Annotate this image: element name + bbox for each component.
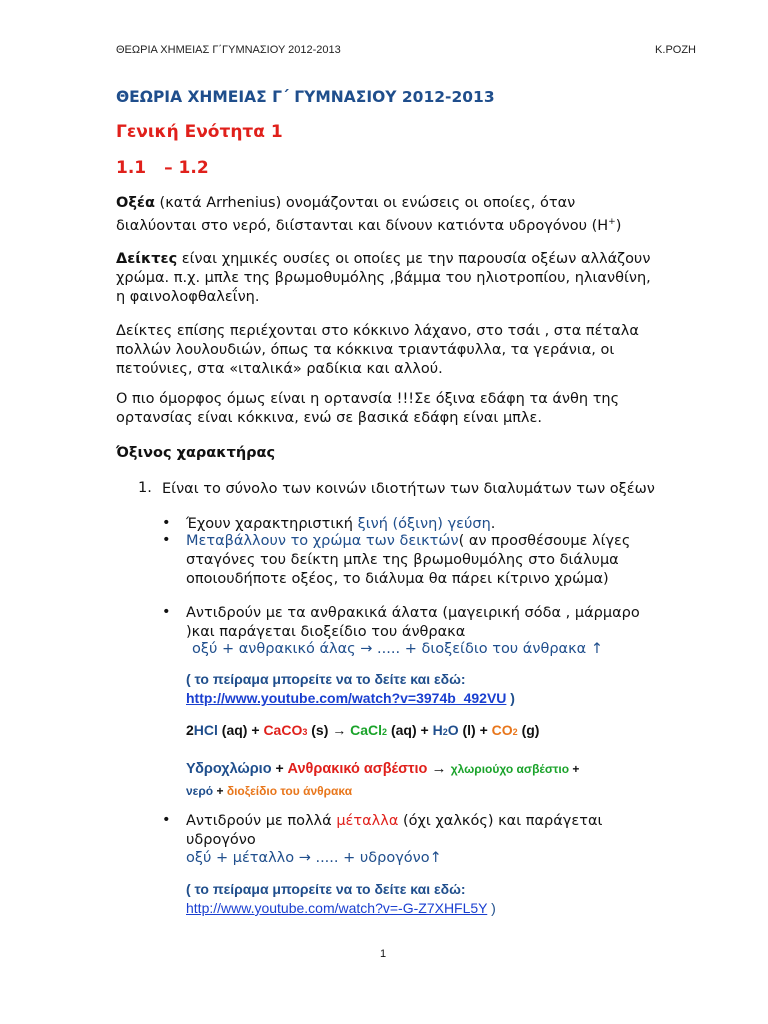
eq-s: (s) → bbox=[307, 722, 351, 738]
experiment-note-1 bbox=[186, 670, 515, 708]
eq-co2-sub: 2 bbox=[512, 727, 518, 737]
word-arrow: → bbox=[427, 760, 451, 777]
word-equation bbox=[186, 758, 636, 802]
eq-caco3-symbol: CaCO bbox=[263, 722, 303, 738]
eq-h2o-sub: 2 bbox=[442, 727, 448, 737]
section-number bbox=[116, 158, 209, 178]
bullet-1-end: . bbox=[490, 516, 496, 532]
experiment-note-1-close: ) bbox=[506, 690, 515, 706]
list-item-1-text: Είναι το σύνολο των κοινών ιδιοτήτων των διαλυμάτων των οξέων bbox=[162, 481, 655, 497]
eq-hcl: HCl bbox=[193, 722, 218, 738]
indicators-term: Δείκτες bbox=[116, 251, 178, 267]
eq-l: (l) + bbox=[458, 722, 492, 738]
experiment-note-1-text: ( το πείραμα μπορείτε να το δείτε και εδώ: bbox=[186, 671, 466, 687]
word-calcium-chloride: χλωριούχο ασβέστιο bbox=[450, 762, 570, 776]
word-carbon-dioxide: διοξείδιο του άνθρακα bbox=[226, 784, 353, 798]
document-title: ΘΕΩΡΙΑ ΧΗΜΕΙΑΣ Γ΄ ΓΥΜΝΑΣΙΟΥ 2012-2013 bbox=[116, 88, 495, 106]
eq-cacl2-sub: 2 bbox=[382, 727, 388, 737]
bullet-2-plain: ( αν προσθέσουμε λίγες σταγόνες του δείκτη μπλε της βρωμοθυμόλης στο διάλυμα οποιουδήποτε οξέος, το διάλυμα θα πάρει κίτρινο χρώμα) bbox=[186, 533, 631, 587]
acid-character-heading: Όξινος χαρακτήρας bbox=[116, 445, 276, 461]
bullet-4-plain: Αντιδρούν με πολλά bbox=[186, 813, 337, 829]
word-hydrochloric: Υδροχλώριο bbox=[186, 761, 272, 777]
bullet-4-text bbox=[186, 812, 656, 850]
word-plus-2: + bbox=[569, 762, 580, 776]
eq-co2 bbox=[492, 722, 518, 738]
eq-h2o bbox=[433, 722, 459, 738]
youtube-link-2[interactable]: http://www.youtube.com/watch?v=-G-Z7XHFL5Y bbox=[186, 900, 488, 916]
indicators-text: είναι χημικές ουσίες οι οποίες με την παρουσία οξέων αλλάζουν χρώμα. π.χ. μπλε της βρωμοθυμόλης ,βάμμα του ηλιοτροπίου, ηλιανθίνη, η φαινολοφθαλεΐνη. bbox=[116, 251, 651, 305]
sour-taste-text: ξινή (όξινη) γεύση bbox=[357, 516, 491, 532]
eq-caco3-sub: 3 bbox=[302, 727, 308, 737]
eq-caco3 bbox=[263, 722, 307, 738]
bullet-4-marker: • bbox=[162, 812, 171, 828]
word-water: νερό bbox=[186, 784, 214, 798]
eq-coefficient: 2 bbox=[186, 722, 194, 738]
indicators-paragraph-2: Δείκτες επίσης περιέχονται στο κόκκινο λάχανο, στο τσάι , στα πέταλα πολλών λουλουδιών, όπως τα κόκκινα τριαντάφυλλα, τα γεράνια, οι πετούνιες, στα «ιταλικά» ραδίκια και αλλού. bbox=[116, 323, 639, 377]
bullet-3-text: Αντιδρούν με τα ανθρακικά άλατα (μαγειρική σόδα , μάρμαρο )και παράγεται διοξείδιο του άνθρακα bbox=[186, 605, 640, 640]
bullet-1-marker: • bbox=[162, 515, 171, 531]
bullet-2-marker: • bbox=[162, 532, 171, 548]
eq-cacl2-symbol: CaCl bbox=[350, 722, 383, 738]
bullet-4-plain-2: (όχι χαλκός) και παράγεται υδρογόνο bbox=[186, 813, 603, 848]
eq-h2o-h: H bbox=[432, 722, 443, 738]
carbonate-reaction-scheme: οξύ + ανθρακικό άλας → ..... + διοξείδιο του άνθρακα ↑ bbox=[192, 641, 603, 657]
section-number-a: 1.1 bbox=[116, 158, 147, 178]
hydrangea-paragraph: Ο πιο όμορφος όμως είναι η ορτανσία !!!Σε όξινα εδάφη τα άνθη της ορτανσίας είναι κόκκινα, ενώ σε βασικά εδάφη είναι μπλε. bbox=[116, 391, 620, 426]
youtube-link-1[interactable]: http://www.youtube.com/watch?v=3974b_492VU bbox=[186, 690, 507, 706]
running-header-left: ΘΕΩΡΙΑ ΧΗΜΕΙΑΣ Γ΄ΓΥΜΝΑΣΙΟΥ 2012-2013 bbox=[116, 44, 341, 56]
eq-g: (g) bbox=[517, 722, 540, 738]
experiment-note-2-close: ) bbox=[487, 900, 496, 916]
acids-text: (κατά Arrhenius) ονομάζονται οι ενώσεις οι οποίες, όταν διαλύονται στο νερό, διίστανται και δίνουν κατιόντα υδρογόνου (H bbox=[116, 195, 609, 234]
acids-superscript: + bbox=[608, 217, 616, 227]
word-plus-3: + bbox=[213, 784, 227, 798]
experiment-note-2 bbox=[186, 880, 496, 918]
unit-heading: Γενική Ενότητα 1 bbox=[116, 122, 283, 142]
section-number-b: – 1.2 bbox=[164, 158, 209, 178]
acids-term: Οξέα bbox=[116, 195, 155, 211]
bullet-2-text bbox=[186, 532, 656, 589]
indicator-color-change-text: Μεταβάλλουν το χρώμα των δεικτών bbox=[186, 533, 459, 549]
chemical-equation bbox=[186, 722, 539, 738]
metal-reaction-scheme: οξύ + μέταλλο → ..... + υδρογόνο↑ bbox=[186, 850, 442, 866]
eq-aq2: (aq) + bbox=[387, 722, 433, 738]
indicators-definition bbox=[116, 250, 656, 307]
bullet-3-marker: • bbox=[162, 604, 171, 620]
metals-text: μέταλλα bbox=[336, 813, 399, 829]
experiment-note-2-text: ( το πείραμα μπορείτε να το δείτε και εδώ: bbox=[186, 881, 466, 897]
acids-text-end: ) bbox=[615, 217, 622, 234]
eq-cacl2 bbox=[350, 722, 387, 738]
page-number: 1 bbox=[380, 948, 387, 960]
word-plus-1: + bbox=[271, 760, 288, 776]
running-header-right: Κ.ΡΟΖΗ bbox=[655, 44, 696, 56]
list-number-1: 1. bbox=[138, 480, 152, 496]
bullet-1-plain: Έχουν χαρακτηριστική bbox=[186, 516, 358, 532]
eq-h2o-o: O bbox=[447, 722, 459, 738]
acids-definition bbox=[116, 194, 656, 236]
eq-co2-symbol: CO bbox=[491, 722, 513, 738]
eq-aq1: (aq) + bbox=[217, 722, 264, 738]
word-calcium-carbonate: Ανθρακικό ασβέστιο bbox=[287, 761, 428, 777]
